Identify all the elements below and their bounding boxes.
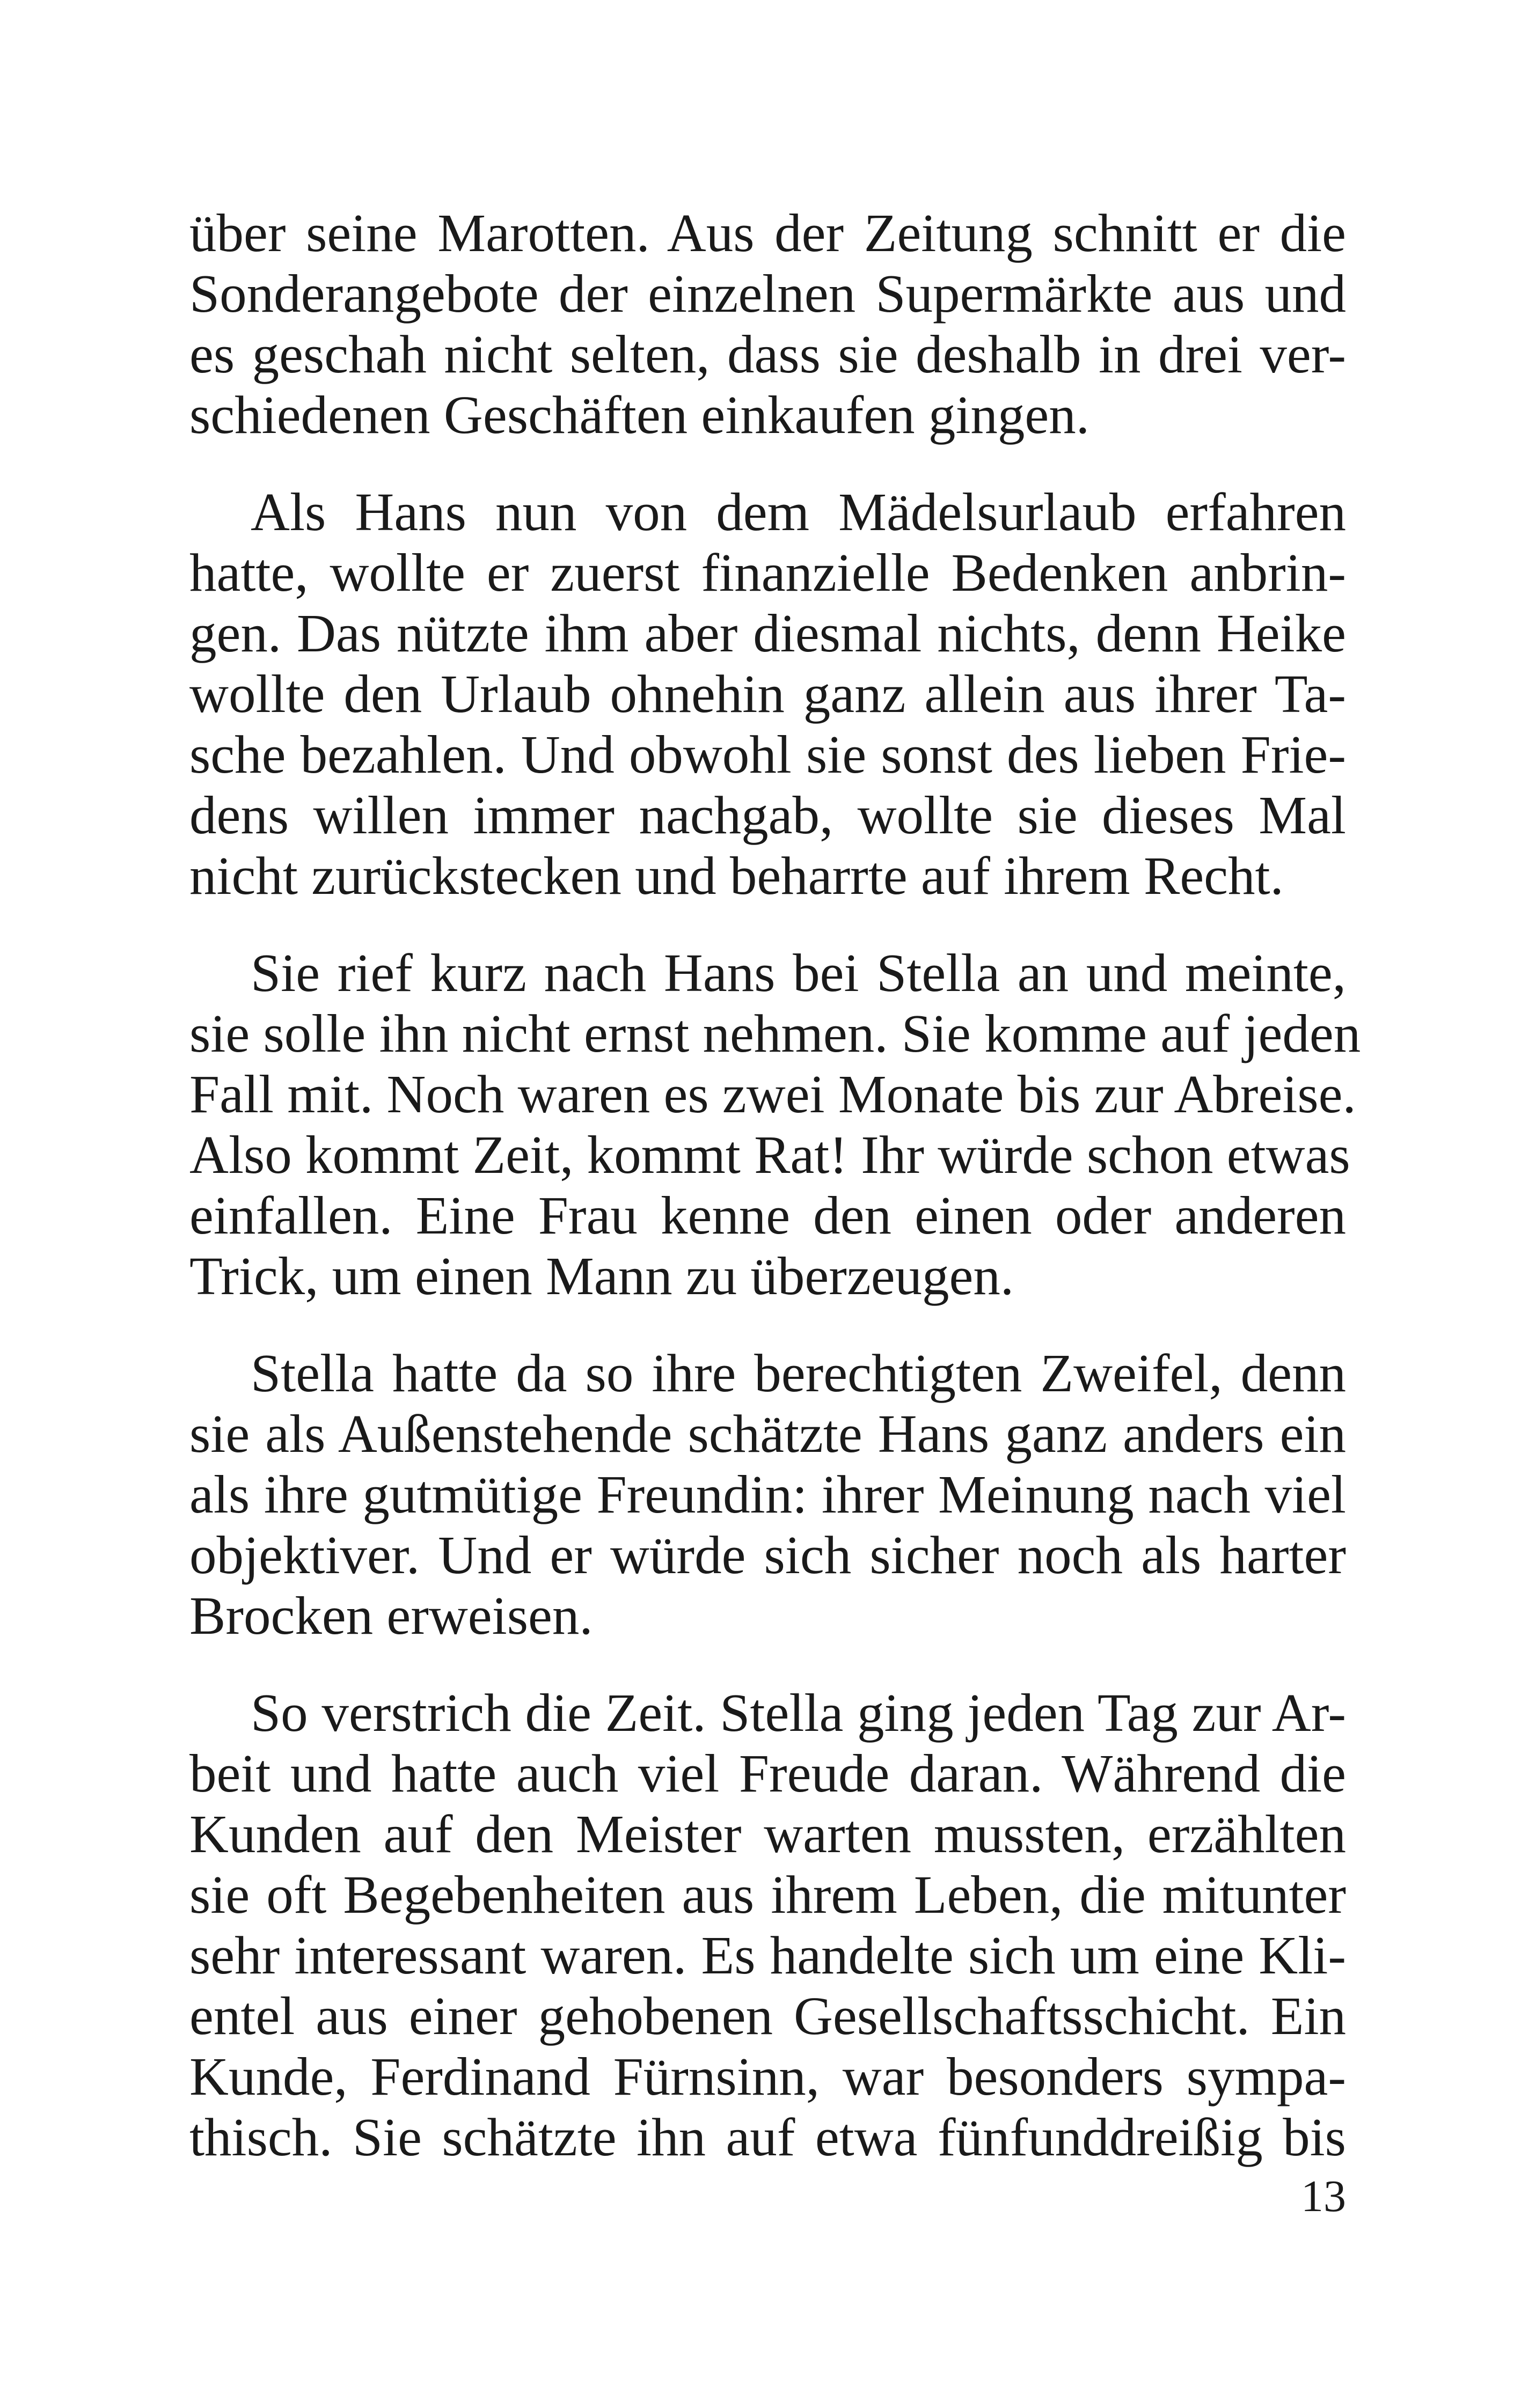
text-line: Sonderangebote der einzelnen Supermärkte aus und <box>189 263 1346 324</box>
text-line: über seine Marotten. Aus der Zeitung schnitt er die <box>189 203 1346 263</box>
paragraph-5 <box>189 1683 1346 2168</box>
text-line: sehr interessant waren. Es handelte sich um eine Kli- <box>189 1925 1346 1985</box>
text-line: dens willen immer nachgab, wollte sie dieses Mal <box>189 785 1346 845</box>
text-line: entel aus einer gehobenen Gesellschaftsschicht. Ein <box>189 1986 1346 2046</box>
text-line: sie solle ihn nicht ernst nehmen. Sie komme auf jeden <box>189 1003 1361 1063</box>
text-line: einfallen. Eine Frau kenne den einen oder anderen <box>189 1185 1346 1245</box>
text-line: schiedenen Geschäften einkaufen gingen. <box>189 385 1090 445</box>
text-line: Stella hatte da so ihre berechtigten Zweifel, denn <box>251 1343 1346 1403</box>
text-line: thisch. Sie schätzte ihn auf etwa fünfunddreißig bis <box>189 2107 1346 2167</box>
text-line: gen. Das nützte ihm aber diesmal nichts, denn Heike <box>189 603 1346 663</box>
text-line: sche bezahlen. Und obwohl sie sonst des lieben Frie- <box>189 724 1346 784</box>
text-line: Fall mit. Noch waren es zwei Monate bis zur Abreise. <box>189 1064 1356 1124</box>
text-line: nicht zurückstecken und beharrte auf ihrem Recht. <box>189 846 1284 906</box>
text-line: So verstrich die Zeit. Stella ging jeden Tag zur Ar- <box>251 1683 1346 1743</box>
text-line: als ihre gutmütige Freundin: ihrer Meinung nach viel <box>189 1464 1346 1524</box>
page-number: 13 <box>1301 2171 1346 2221</box>
text-line: Kunden auf den Meister warten mussten, erzählten <box>189 1804 1346 1864</box>
paragraph-4 <box>189 1343 1346 1646</box>
text-line: beit und hatte auch viel Freude daran. Während die <box>189 1743 1346 1803</box>
text-line: Brocken erweisen. <box>189 1585 593 1646</box>
text-line: objektiver. Und er würde sich sicher noch als harter <box>189 1525 1346 1585</box>
text-line: Als Hans nun von dem Mädelsurlaub erfahren <box>251 482 1346 542</box>
text-line: Kunde, Ferdinand Fürnsinn, war besonders sympa- <box>189 2046 1346 2106</box>
text-line: Also kommt Zeit, kommt Rat! Ihr würde schon etwas <box>189 1125 1350 1185</box>
text-line: hatte, wollte er zuerst finanzielle Bedenken anbrin- <box>189 542 1346 603</box>
body-text <box>189 203 1361 2168</box>
text-line: sie als Außenstehende schätzte Hans ganz anders ein <box>189 1404 1346 1464</box>
text-line: sie oft Begebenheiten aus ihrem Leben, die mitunter <box>189 1864 1346 1925</box>
text-line: es geschah nicht selten, dass sie deshalb in drei ver- <box>189 324 1346 384</box>
text-line: wollte den Urlaub ohnehin ganz allein aus ihrer Ta- <box>189 664 1346 724</box>
paragraph-1 <box>189 203 1346 445</box>
text-line: Sie rief kurz nach Hans bei Stella an und meinte, <box>251 943 1346 1003</box>
text-line: Trick, um einen Mann zu überzeugen. <box>189 1246 1014 1306</box>
paragraph-2 <box>189 482 1346 906</box>
paragraph-3 <box>189 943 1361 1306</box>
